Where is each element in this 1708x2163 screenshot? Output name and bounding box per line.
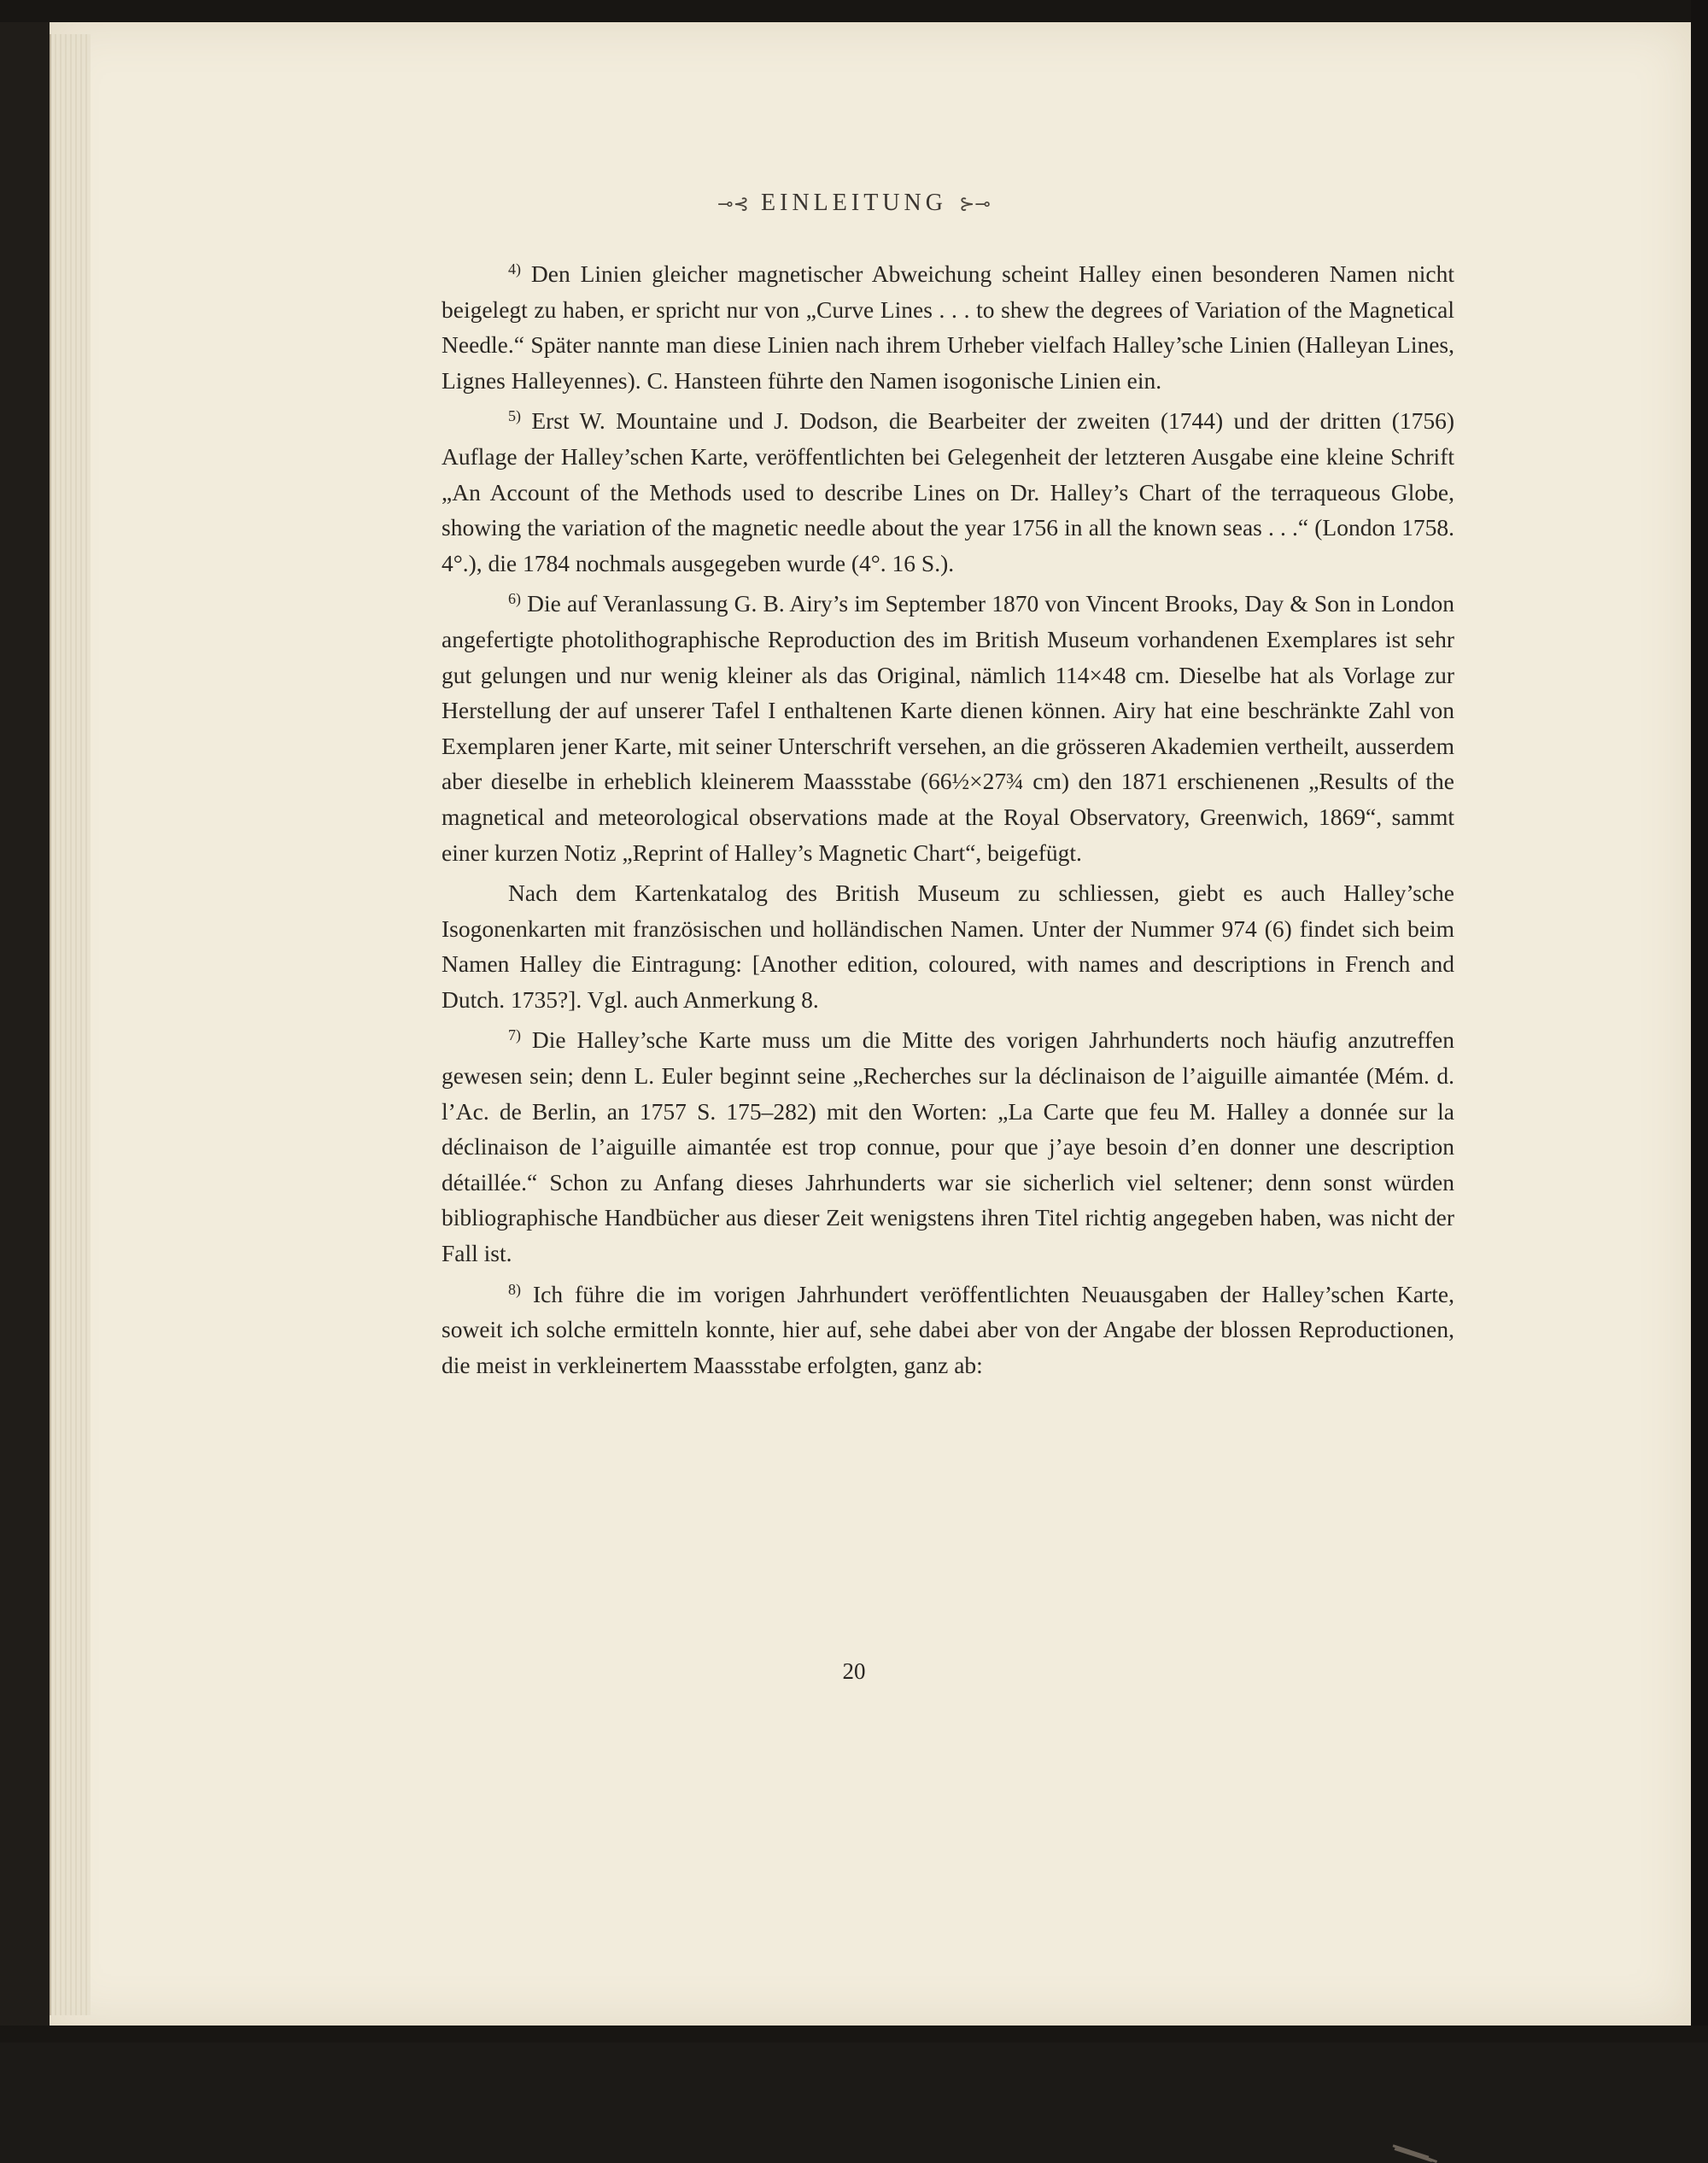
note-marker: 5) xyxy=(508,407,521,424)
running-head xyxy=(0,190,1708,217)
page-stack-edges xyxy=(50,34,91,2015)
note-text: Ich führe die im vorigen Jahrhundert veröffentlichten Neuausgaben der Halley’schen Karte, soweit ich solche ermitteln konnte, hier auf, sehe dabei aber von der Angabe der blossen Reproductionen, die meist in verkleinertem Maassstabe erfolgten, ganz ab: xyxy=(442,1281,1454,1378)
paper-speck xyxy=(1398,2147,1437,2163)
head-ornament-left-icon: ⊸⊰ xyxy=(717,194,749,215)
footnote-7 xyxy=(442,1022,1454,1271)
note-marker: 4) xyxy=(508,260,521,278)
footnote-4 xyxy=(442,256,1454,398)
note-text: Den Linien gleicher magnetischer Abweichung scheint Halley einen besonderen Namen nicht beigelegt zu haben, er spricht nur von „Curve Lines . . . to shew the degrees of Variation of the Magnetical Needle.“ Später nannte man diese Linien nach ihrem Urheber vielfach Halley’sche Linien (Halleyan Lines, Lignes Halleyennes). C. Hansteen führte den Namen isogonische Linien ein. xyxy=(442,260,1454,394)
note-text: Nach dem Kartenkatalog des British Museum zu schliessen, giebt es auch Halley’sche Isogonenkarten mit französischen und holländischen Namen. Unter der Nummer 974 (6) findet sich beim Namen Halley die Eintragung: [Another edition, coloured, with names and descriptions in French and Dutch. 1735?]. Vgl. auch Anmerkung 8. xyxy=(442,880,1454,1013)
note-marker: 6) xyxy=(508,590,521,607)
running-head-title: EINLEITUNG xyxy=(761,190,947,216)
footnote-8 xyxy=(442,1277,1454,1383)
footnote-5 xyxy=(442,403,1454,581)
note-text: Erst W. Mountaine und J. Dodson, die Bearbeiter der zweiten (1744) und der dritten (1756) Auflage der Halley’schen Karte, veröffentlichten bei Gelegenheit der letzteren Ausgabe eine kleine Schrift „An Account of the Methods used to describe Lines on Dr. Halley’s Chart of the terraqueous Globe, showing the variation of the magnetic needle about the year 1756 in all the known seas . . .“ (London 1758. 4°.), die 1784 nochmals ausgegeben wurde (4°. 16 S.). xyxy=(442,407,1454,576)
footnotes-body xyxy=(442,256,1454,1388)
note-text: Die Halley’sche Karte muss um die Mitte des vorigen Jahrhunderts noch häufig anzutreffen gewesen sein; denn L. Euler beginnt seine „Recherches sur la déclinaison de l’aiguille aimantée (Mém. d. l’Ac. de Berlin, an 1757 S. 175–282) mit den Worten: „La Carte que feu M. Halley a donnée sur la déclinaison de l’aiguille aimantée est trop connue, pour que j’aye besoin d’en donner une description détaillée.“ Schon zu Anfang dieses Jahrhunderts war sie sicherlich viel seltener; denn sonst würden bibliographische Handbücher aus dieser Zeit wenigstens ihren Titel richtig angegeben haben, was nicht der Fall ist. xyxy=(442,1026,1454,1266)
footnote-6-continued xyxy=(442,875,1454,1017)
scan-bottom-edge xyxy=(0,2026,1708,2043)
note-marker: 8) xyxy=(508,1281,521,1298)
note-marker: 7) xyxy=(508,1026,521,1044)
scan-right-edge xyxy=(1691,0,1708,2043)
head-ornament-right-icon: ⊱⊸ xyxy=(959,194,991,215)
page-number: 20 xyxy=(0,1658,1708,1685)
scan-top-edge xyxy=(0,0,1708,22)
note-text: Die auf Veranlassung G. B. Airy’s im September 1870 von Vincent Brooks, Day & Son in London angefertigte photolithographische Reproduction des im British Museum vorhandenen Exemplares ist sehr gut gelungen und nur wenig kleiner als das Original, nämlich 114×48 cm. Dieselbe hat als Vorlage zur Herstellung der auf unserer Tafel I enthaltenen Karte dienen können. Airy hat eine beschränkte Zahl von Exemplaren jener Karte, mit seiner Unterschrift versehen, an die grösseren Akademien vertheilt, ausserdem aber dieselbe in erheblich kleinerem Maassstabe (66½×27¾ cm) den 1871 erschienenen „Results of the magnetical and meteorological observations made at the Royal Observatory, Greenwich, 1869“, sammt einer kurzen Notiz „Reprint of Halley’s Magnetic Chart“, beigefügt. xyxy=(442,590,1454,865)
footnote-6 xyxy=(442,586,1454,870)
